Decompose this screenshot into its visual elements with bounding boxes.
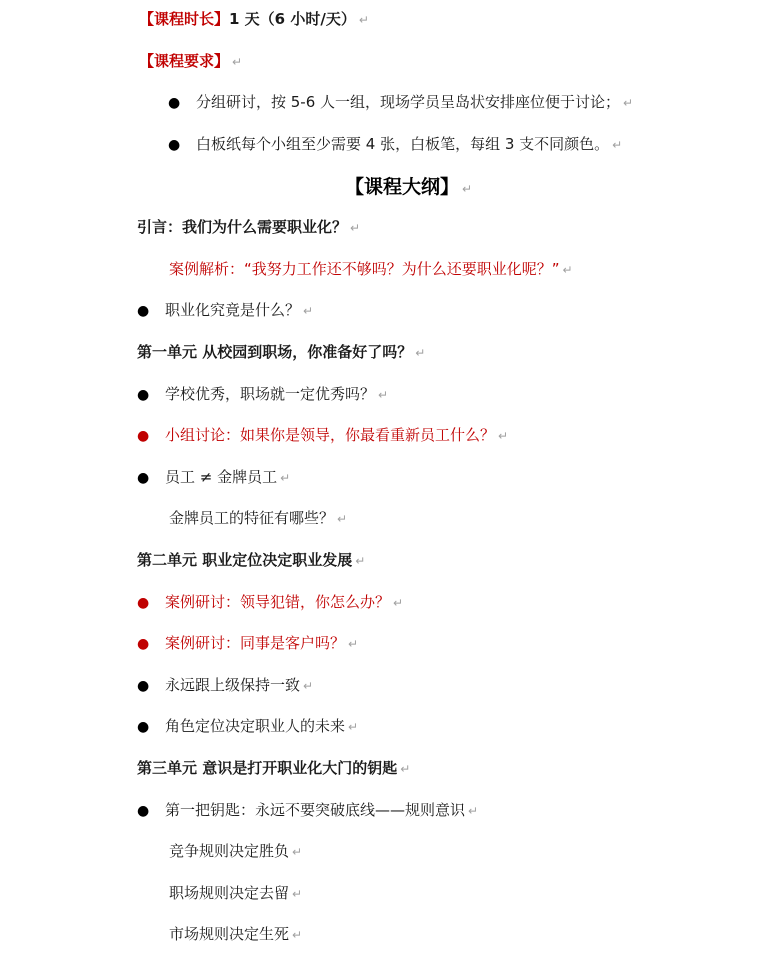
- unit2-item: [137, 592, 403, 612]
- bullet-icon: ●: [137, 387, 150, 403]
- unit1-item: [137, 384, 388, 404]
- unit1-item-text: 小组讨论：如果你是领导，你最看重新员工什么？: [165, 426, 496, 444]
- paragraph-mark-icon: ↵: [358, 13, 369, 27]
- intro-heading-line: [137, 217, 360, 237]
- unit1-heading: 第一单元 从校园到职场，你准备好了吗？: [137, 343, 413, 361]
- bullet-icon: ●: [137, 595, 150, 611]
- paragraph-mark-icon: ↵: [292, 928, 303, 942]
- paragraph-mark-icon: ↵: [612, 138, 623, 152]
- unit1-item-text: 员工 ≠ 金牌员工: [165, 468, 278, 486]
- unit1-item: [137, 467, 290, 487]
- intro-item-text: 职业化究竟是什么？: [165, 301, 301, 319]
- paragraph-mark-icon: ↵: [355, 554, 366, 568]
- requirement-item: [168, 92, 633, 112]
- unit3-sub-line: [169, 924, 302, 944]
- unit2-item-text: 永远跟上级保持一致: [165, 676, 301, 694]
- unit2-heading-line: [137, 550, 365, 570]
- paragraph-mark-icon: ↵: [232, 55, 243, 69]
- paragraph-mark-icon: ↵: [348, 637, 359, 651]
- bullet-icon: ●: [137, 428, 150, 444]
- paragraph-mark-icon: ↵: [337, 512, 348, 526]
- paragraph-mark-icon: ↵: [400, 762, 411, 776]
- paragraph-mark-icon: ↵: [393, 596, 404, 610]
- paragraph-mark-icon: ↵: [415, 346, 426, 360]
- unit2-heading: 第二单元 职业定位决定职业发展: [137, 551, 353, 569]
- unit1-item: [137, 425, 508, 445]
- intro-case: 案例解析：“我努力工作还不够吗？为什么还要职业化呢？”: [169, 260, 560, 278]
- duration-label: 【课程时长】: [139, 10, 230, 28]
- unit1-sub-line: [169, 508, 347, 528]
- bullet-icon: ●: [137, 636, 150, 652]
- unit3-heading: 第三单元 意识是打开职业化大门的钥匙: [137, 759, 398, 777]
- outline-title-line: [345, 175, 472, 199]
- bullet-icon: ●: [137, 470, 150, 486]
- bullet-icon: ●: [168, 95, 181, 111]
- unit2-item: [137, 675, 313, 695]
- paragraph-mark-icon: ↵: [378, 388, 389, 402]
- unit3-sub-line: [169, 883, 302, 903]
- requirement-text: 分组研讨，按 5-6 人一组，现场学员呈岛状安排座位便于讨论；: [196, 93, 621, 111]
- paragraph-mark-icon: ↵: [303, 679, 314, 693]
- paragraph-mark-icon: ↵: [280, 471, 291, 485]
- unit2-item-text: 案例研讨：同事是客户吗？: [165, 634, 346, 652]
- bullet-icon: ●: [137, 678, 150, 694]
- paragraph-mark-icon: ↵: [468, 804, 479, 818]
- paragraph-mark-icon: ↵: [623, 96, 634, 110]
- unit2-item: [137, 716, 358, 736]
- paragraph-mark-icon: ↵: [562, 263, 573, 277]
- unit1-heading-line: [137, 342, 425, 362]
- paragraph-mark-icon: ↵: [292, 887, 303, 901]
- intro-item: [137, 300, 313, 320]
- requirement-item: [168, 134, 622, 154]
- unit2-item-text: 案例研讨：领导犯错，你怎么办？: [165, 593, 391, 611]
- duration-value: 1 天（6 小时/天）: [229, 10, 356, 28]
- requirement-text: 白板纸每个小组至少需要 4 张，白板笔，每组 3 支不同颜色。: [196, 135, 610, 153]
- unit3-heading-line: [137, 758, 410, 778]
- bullet-icon: ●: [168, 137, 181, 153]
- unit2-item: [137, 633, 358, 653]
- requirements-label: 【课程要求】: [139, 52, 230, 70]
- paragraph-mark-icon: ↵: [303, 304, 314, 318]
- unit3-item: [137, 800, 478, 820]
- paragraph-mark-icon: ↵: [350, 221, 361, 235]
- unit3-sub-line: [169, 841, 302, 861]
- intro-case-line: [169, 259, 573, 279]
- requirements-line: [139, 51, 242, 71]
- unit3-item-text: 第一把钥匙：永远不要突破底线——规则意识: [165, 801, 466, 819]
- unit1-item-text: 学校优秀，职场就一定优秀吗？: [165, 385, 376, 403]
- unit1-sub: 金牌员工的特征有哪些？: [169, 509, 335, 527]
- unit3-sub: 职场规则决定去留: [169, 884, 290, 902]
- unit3-sub: 市场规则决定生死: [169, 925, 290, 943]
- paragraph-mark-icon: ↵: [498, 429, 509, 443]
- outline-title: 【课程大纲】: [345, 176, 460, 198]
- paragraph-mark-icon: ↵: [462, 182, 473, 196]
- paragraph-mark-icon: ↵: [292, 845, 303, 859]
- intro-heading: 引言：我们为什么需要职业化？: [137, 218, 348, 236]
- bullet-icon: ●: [137, 719, 150, 735]
- paragraph-mark-icon: ↵: [348, 720, 359, 734]
- bullet-icon: ●: [137, 303, 150, 319]
- unit2-item-text: 角色定位决定职业人的未来: [165, 717, 346, 735]
- unit3-sub: 竞争规则决定胜负: [169, 842, 290, 860]
- duration-line: [139, 9, 369, 29]
- bullet-icon: ●: [137, 803, 150, 819]
